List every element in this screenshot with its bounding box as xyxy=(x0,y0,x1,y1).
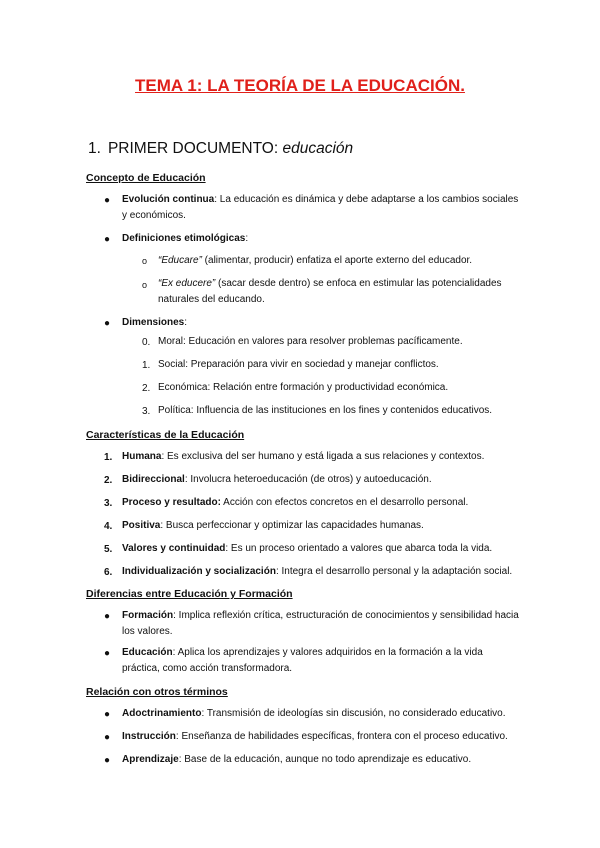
term: “Ex educere” xyxy=(158,278,216,289)
bullet-icon: ● xyxy=(104,648,111,659)
subsection-title-concepto: Concepto de Educación xyxy=(86,172,206,184)
list-number: 6. xyxy=(104,567,113,578)
description: : Transmisión de ideologías sin discusión, no considerado educativo. xyxy=(201,708,506,719)
description: : xyxy=(184,317,188,328)
list-item xyxy=(122,752,532,768)
subsection-title-caracteristicas: Características de la Educación xyxy=(86,429,245,441)
list-item xyxy=(122,192,522,224)
term: Proceso y resultado: xyxy=(122,497,221,508)
description: : Busca perfeccionar y optimizar las capacidades humanas. xyxy=(160,520,424,531)
subsection-title-diferencias: Diferencias entre Educación y Formación xyxy=(86,588,293,600)
bullet-icon: ● xyxy=(104,611,111,622)
document-title: TEMA 1: LA TEORÍA DE LA EDUCACIÓN. xyxy=(135,76,465,95)
heading-number: 1. xyxy=(88,140,101,157)
bullet-icon: ● xyxy=(104,709,111,720)
list-number: 5. xyxy=(104,544,113,555)
description: : Implica reflexión crítica, estructuración de conocimientos y sensibilidad hacia los valores. xyxy=(122,610,519,637)
list-number: 3. xyxy=(104,498,113,509)
dimension-item: Moral: Educación en valores para resolver problemas pacíficamente. xyxy=(158,336,463,347)
dimension-number: 1. xyxy=(142,360,151,371)
list-item xyxy=(122,231,522,247)
list-item xyxy=(122,729,532,745)
list-item xyxy=(158,276,518,308)
list-item xyxy=(122,472,522,488)
bullet-icon: ● xyxy=(104,755,111,766)
term: Positiva xyxy=(122,520,161,531)
list-item xyxy=(122,645,522,677)
list-item xyxy=(122,564,542,580)
list-number: 1. xyxy=(104,452,113,463)
sub-bullet-icon: o xyxy=(142,280,148,290)
description: : Involucra heteroeducación (de otros) y autoeducación. xyxy=(184,474,432,485)
list-item xyxy=(122,315,522,331)
list-item xyxy=(122,541,522,557)
term: Definiciones etimológicas xyxy=(122,233,246,244)
heading-italic: educación xyxy=(282,140,354,157)
description: : Aplica los aprendizajes y valores adquiridos en la formación a la vida práctica, como acción transformadora. xyxy=(122,647,483,674)
description: : xyxy=(245,233,249,244)
description: (sacar desde dentro) se enfoca en estimular las potencialidades naturales del educando. xyxy=(158,278,502,305)
dimension-number: 0. xyxy=(142,337,151,348)
term: Adoctrinamiento xyxy=(122,708,202,719)
list-item xyxy=(122,608,522,640)
term: Humana xyxy=(122,451,162,462)
description: Acción con efectos concretos en el desarrollo personal. xyxy=(220,497,469,508)
dimension-item: Política: Influencia de las instituciones en los fines y contenidos educativos. xyxy=(158,405,493,416)
bullet-icon: ● xyxy=(104,732,111,743)
term: Educación xyxy=(122,647,173,658)
dimension-item: Social: Preparación para vivir en sociedad y manejar conflictos. xyxy=(158,359,439,370)
description: : Es un proceso orientado a valores que abarca toda la vida. xyxy=(225,543,493,554)
list-number: 2. xyxy=(104,475,113,486)
term: Instrucción xyxy=(122,731,176,742)
list-item xyxy=(158,253,518,269)
sub-bullet-icon: o xyxy=(142,256,148,266)
heading-text: PRIMER DOCUMENTO: xyxy=(107,140,279,157)
list-number: 4. xyxy=(104,521,113,532)
list-item xyxy=(122,706,532,722)
list-item xyxy=(122,495,522,511)
description: : Es exclusiva del ser humano y está ligada a sus relaciones y contextos. xyxy=(161,451,485,462)
description: (alimentar, producir) enfatiza el aporte externo del educador. xyxy=(201,255,473,266)
term: Individualización y socialización xyxy=(122,566,276,577)
list-item xyxy=(122,518,522,534)
list-item xyxy=(122,449,522,465)
description: : La educación es dinámica y debe adaptarse a los cambios sociales y económicos. xyxy=(122,194,519,221)
term: Formación xyxy=(122,610,174,621)
description: : Base de la educación, aunque no todo aprendizaje es educativo. xyxy=(178,754,472,765)
dimension-number: 2. xyxy=(142,383,151,394)
dimension-number: 3. xyxy=(142,406,151,417)
description: : Enseñanza de habilidades específicas, frontera con el proceso educativo. xyxy=(175,731,508,742)
term: Aprendizaje xyxy=(122,754,179,765)
dimension-item: Económica: Relación entre formación y productividad económica. xyxy=(158,382,449,393)
subsection-title-relacion: Relación con otros términos xyxy=(86,686,228,698)
bullet-icon: ● xyxy=(104,195,111,206)
description: : Integra el desarrollo personal y la adaptación social. xyxy=(275,566,513,577)
bullet-icon: ● xyxy=(104,234,111,245)
term: “Educare” xyxy=(158,255,202,266)
term: Valores y continuidad xyxy=(122,543,226,554)
term: Bidireccional xyxy=(122,474,185,485)
term: Evolución continua xyxy=(122,194,215,205)
section-heading xyxy=(88,140,353,158)
term: Dimensiones xyxy=(122,317,185,328)
bullet-icon: ● xyxy=(104,318,111,329)
